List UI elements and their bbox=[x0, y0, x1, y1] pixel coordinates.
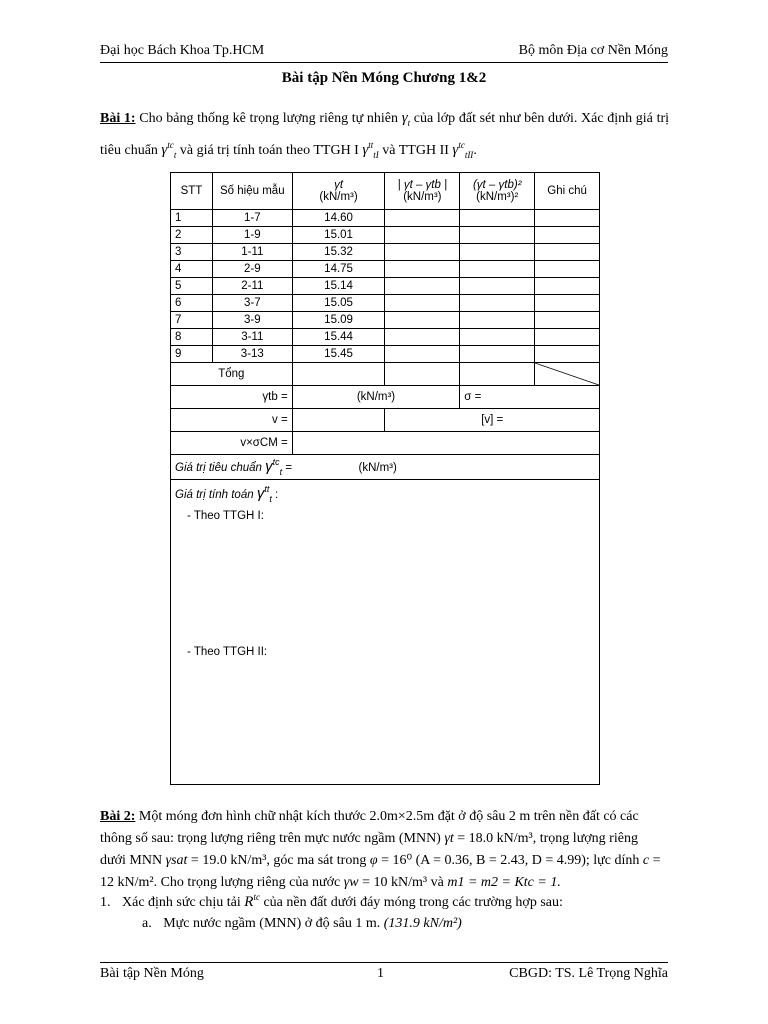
bai1-label: Bài 1: bbox=[100, 111, 136, 126]
cell-gamma: 15.44 bbox=[292, 329, 385, 346]
bai2-line bbox=[100, 828, 669, 850]
statistics-table bbox=[170, 172, 600, 785]
table-row bbox=[171, 346, 600, 363]
gamma-tc-symbol: $\gamma^{tc}_t$ bbox=[161, 140, 177, 160]
bai1-paragraph bbox=[100, 107, 669, 166]
cell-empty bbox=[385, 244, 460, 261]
tinhtoan-label: Giá trị tính toán bbox=[175, 489, 254, 501]
col-diff-symbol: | γt – γtb | bbox=[397, 179, 448, 191]
table-row bbox=[171, 329, 600, 346]
bai2-label: Bài 2: bbox=[100, 809, 136, 824]
bai2-text: = bbox=[649, 853, 661, 868]
cell-mau: 2-11 bbox=[212, 278, 292, 295]
bai2-text: Một móng đơn hình chữ nhật kích thước 2.0m×2.5m đặt ở độ sâu 2 m trên nền đất có các bbox=[135, 809, 639, 824]
diagonal-cell bbox=[535, 363, 600, 386]
table-header-row bbox=[171, 173, 600, 210]
cell-stt: 7 bbox=[171, 312, 213, 329]
footer-rule bbox=[100, 962, 668, 963]
gtb-unit: (kN/m³) bbox=[292, 386, 460, 409]
cell-empty bbox=[460, 278, 535, 295]
cell-mau: 3-7 bbox=[212, 295, 292, 312]
cell-gamma: 15.01 bbox=[292, 227, 385, 244]
ttgh2-label: - Theo TTGH II: bbox=[187, 646, 268, 658]
question-text: của nền đất dưới đáy móng trong các trường hợp sau: bbox=[259, 895, 563, 910]
col-sq bbox=[460, 173, 535, 210]
bai2-text: = 19.0 kN/m³, góc ma sát trong bbox=[187, 853, 370, 868]
cell-gamma: 14.60 bbox=[292, 210, 385, 227]
c-symbol: c bbox=[642, 853, 650, 868]
cell-mau: 1-9 bbox=[212, 227, 292, 244]
cell-stt: 5 bbox=[171, 278, 213, 295]
question-number: 1. bbox=[100, 895, 111, 910]
cell-empty bbox=[460, 227, 535, 244]
cell-stt: 3 bbox=[171, 244, 213, 261]
cell-empty bbox=[535, 278, 600, 295]
R-tc-symbol: $R^{tc}$ bbox=[244, 892, 260, 910]
table-row bbox=[171, 261, 600, 278]
header-rule bbox=[100, 62, 668, 63]
cell-mau: 1-11 bbox=[212, 244, 292, 261]
cell-mau: 3-13 bbox=[212, 346, 292, 363]
ttgh1-label: - Theo TTGH I: bbox=[187, 510, 264, 522]
v-limit-label: [v] = bbox=[385, 409, 600, 432]
col-sq-symbol: (γt – γtb)² bbox=[472, 179, 522, 191]
col-gamma-unit: (kN/m³) bbox=[319, 191, 358, 203]
diagonal-line bbox=[535, 363, 599, 385]
coefficients: m1 = m2 = Ktc = 1. bbox=[447, 875, 561, 890]
cell-empty bbox=[535, 227, 600, 244]
table-tinhtoan-row bbox=[171, 480, 600, 785]
question-1 bbox=[100, 892, 563, 911]
question-text: Xác định sức chịu tải bbox=[122, 895, 245, 910]
gamma-t-symbol: $\gamma_t$ bbox=[401, 110, 411, 128]
header-department: Bộ môn Địa cơ Nền Móng bbox=[518, 43, 668, 58]
tinhtoan-heading: Giá trị tính toán $\gamma^{tt}_t$ : bbox=[175, 484, 279, 504]
bai2-text: = 18.0 kN/m³, trọng lượng riêng bbox=[453, 831, 638, 846]
sigma-label: σ = bbox=[460, 386, 600, 409]
cell-stt: 2 bbox=[171, 227, 213, 244]
tieuchuan-unit: (kN/m³) bbox=[358, 462, 397, 474]
tieuchuan-label: Giá trị tiêu chuẩn bbox=[175, 462, 262, 474]
question-letter: a. bbox=[142, 916, 152, 931]
gtb-label: γtb = bbox=[171, 386, 293, 409]
cell-empty bbox=[460, 261, 535, 278]
table-tieuchuan-row bbox=[171, 455, 600, 480]
table-row bbox=[171, 295, 600, 312]
bai2-paragraph bbox=[100, 806, 669, 894]
cell-empty bbox=[385, 329, 460, 346]
cell-empty bbox=[385, 295, 460, 312]
col-gamma-symbol: γt bbox=[334, 179, 344, 191]
col-diff bbox=[385, 173, 460, 210]
gamma-ttI-symbol: $\gamma^{tt}_{tI}$ bbox=[362, 140, 379, 160]
cell-empty bbox=[385, 210, 460, 227]
cell-empty bbox=[292, 432, 599, 455]
cell-empty bbox=[385, 227, 460, 244]
cell-empty bbox=[535, 312, 600, 329]
cell-gamma: 15.45 bbox=[292, 346, 385, 363]
bai2-text: = 16⁰ (A = 0.36, B = 2.43, D = 4.99); lực dính bbox=[377, 853, 643, 868]
cell-empty bbox=[535, 261, 600, 278]
bai1-text: Cho bảng thống kê trọng lượng riêng tự nhiên bbox=[135, 111, 402, 126]
cell-empty bbox=[535, 244, 600, 261]
table-total-row bbox=[171, 363, 600, 386]
cell-mau: 3-9 bbox=[212, 312, 292, 329]
col-ghichu: Ghi chú bbox=[535, 173, 600, 210]
cell-empty bbox=[460, 312, 535, 329]
cell-empty bbox=[460, 244, 535, 261]
header-university: Đại học Bách Khoa Tp.HCM bbox=[100, 43, 265, 58]
bai2-line bbox=[100, 806, 669, 828]
table-gtb-row bbox=[171, 386, 600, 409]
gamma-sat-symbol: γsat bbox=[165, 853, 188, 868]
cell-mau: 2-9 bbox=[212, 261, 292, 278]
gamma-tc-symbol: $\gamma^{tc}_t$ bbox=[265, 457, 283, 477]
cell-stt: 4 bbox=[171, 261, 213, 278]
cell-empty bbox=[385, 346, 460, 363]
page-title: Bài tập Nền Móng Chương 1&2 bbox=[281, 70, 487, 86]
gamma-tcII-symbol: $\gamma^{tc}_{tII}$ bbox=[452, 140, 474, 160]
cell-gamma: 14.75 bbox=[292, 261, 385, 278]
bai2-text: 12 kN/m². Cho trọng lượng riêng của nước bbox=[100, 875, 344, 890]
cell-mau: 3-11 bbox=[212, 329, 292, 346]
page-header bbox=[100, 43, 668, 59]
answer-text: (131.9 kN/m²) bbox=[383, 916, 462, 931]
cell-empty bbox=[292, 363, 385, 386]
page-number: 1 bbox=[377, 966, 384, 981]
cell-empty bbox=[385, 278, 460, 295]
cell-gamma: 15.05 bbox=[292, 295, 385, 312]
cell-gamma: 15.09 bbox=[292, 312, 385, 329]
bai1-text: và TTGH II bbox=[378, 143, 453, 158]
v-sigma-label: v×σCM = bbox=[171, 432, 293, 455]
v-label: v = bbox=[171, 409, 293, 432]
cell-empty bbox=[385, 363, 460, 386]
bai2-text: = 10 kN/m³ và bbox=[358, 875, 448, 890]
gamma-t-symbol: γt bbox=[444, 831, 454, 846]
cell-stt: 8 bbox=[171, 329, 213, 346]
cell-empty bbox=[292, 409, 385, 432]
table-vsigma-row bbox=[171, 432, 600, 455]
bai2-line bbox=[100, 850, 669, 872]
cell-empty bbox=[535, 346, 600, 363]
cell-empty bbox=[535, 329, 600, 346]
question-1a bbox=[142, 916, 462, 932]
table-row bbox=[171, 227, 600, 244]
footer-instructor: CBGD: TS. Lê Trọng Nghĩa bbox=[509, 966, 668, 981]
cell-empty bbox=[460, 363, 535, 386]
cell-gamma: 15.14 bbox=[292, 278, 385, 295]
cell-empty bbox=[460, 295, 535, 312]
table-row bbox=[171, 210, 600, 227]
phi-symbol: φ bbox=[369, 853, 378, 868]
col-gamma bbox=[292, 173, 385, 210]
bai2-text: dưới MNN bbox=[100, 853, 166, 868]
cell-empty bbox=[460, 210, 535, 227]
cell-gamma: 15.32 bbox=[292, 244, 385, 261]
question-text: Mực nước ngầm (MNN) ở độ sâu 1 m. bbox=[163, 916, 381, 931]
col-stt: STT bbox=[171, 173, 213, 210]
col-sohieu: Số hiệu mẫu bbox=[212, 173, 292, 210]
table-row bbox=[171, 244, 600, 261]
cell-stt: 6 bbox=[171, 295, 213, 312]
cell-empty bbox=[535, 295, 600, 312]
cell-empty bbox=[535, 210, 600, 227]
table-v-row bbox=[171, 409, 600, 432]
cell-stt: 9 bbox=[171, 346, 213, 363]
bai1-text: . bbox=[473, 143, 477, 158]
col-sq-unit: (kN/m³)² bbox=[476, 191, 519, 203]
total-label: Tổng bbox=[171, 363, 293, 386]
gamma-w-symbol: γw bbox=[343, 875, 359, 890]
col-diff-unit: (kN/m³) bbox=[403, 191, 442, 203]
cell-stt: 1 bbox=[171, 210, 213, 227]
cell-mau: 1-7 bbox=[212, 210, 292, 227]
gamma-tt-symbol: $\gamma^{tt}_t$ bbox=[256, 484, 272, 504]
bai2-text: thông số sau: trọng lượng riêng trên mực nước ngầm (MNN) bbox=[100, 831, 445, 846]
tinhtoan-cell bbox=[171, 480, 600, 785]
footer-course: Bài tập Nền Móng bbox=[100, 966, 204, 981]
cell-empty bbox=[385, 261, 460, 278]
cell-empty bbox=[460, 346, 535, 363]
bai1-text: và giá trị tính toán theo TTGH I bbox=[176, 143, 363, 158]
cell-empty bbox=[460, 329, 535, 346]
tieuchuan-cell: Giá trị tiêu chuẩn $\gamma^{tc}_t = (kN/m^3)$ bbox=[171, 455, 600, 480]
cell-empty bbox=[385, 312, 460, 329]
bai2-line bbox=[100, 872, 669, 894]
table-row bbox=[171, 312, 600, 329]
table-row bbox=[171, 278, 600, 295]
bai1-text: của lớp đất sét như bên dưới. Xác định giá trị tiêu chuẩn bbox=[100, 111, 670, 158]
